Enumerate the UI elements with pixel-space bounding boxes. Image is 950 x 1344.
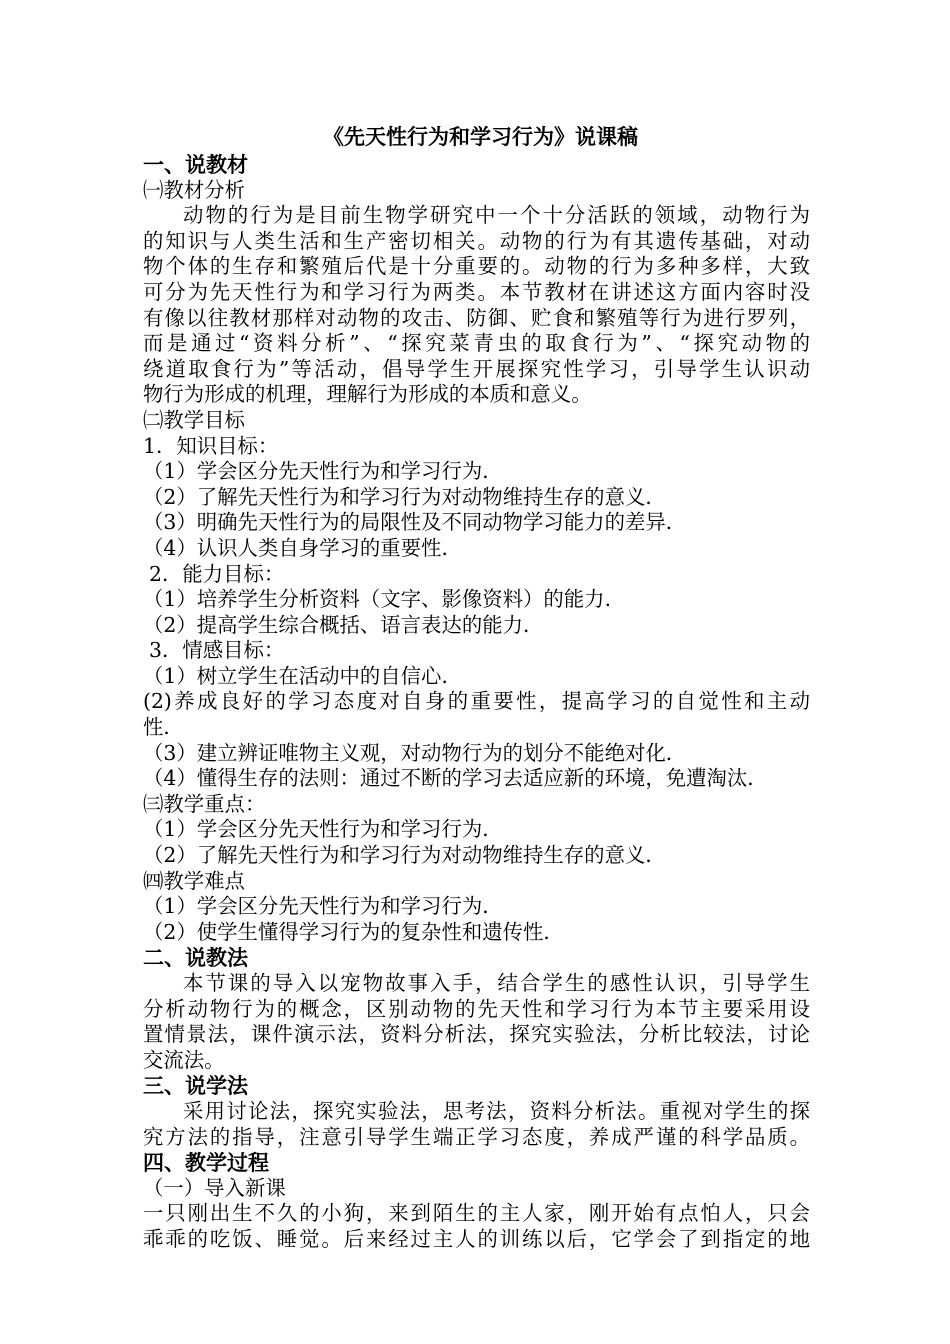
text-line: 物个体的生存和繁殖后代是十分重要的。动物的行为多种多样，大致 (143, 254, 810, 279)
text-line: （2）了解先天性行为和学习行为对动物维持生存的意义． (143, 843, 666, 868)
text-line: （1）学会区分先天性行为和学习行为． (143, 459, 503, 484)
text-line: ㈠教材分析 (143, 177, 245, 202)
section-heading: 二、说教法 (143, 945, 248, 971)
text-line: （一）导入新课 (143, 1175, 286, 1200)
text-line: 物行为形成的机理，理解行为形成的本质和意义。 (143, 382, 592, 407)
text-line: 一只刚出生不久的小狗，来到陌生的主人家，刚开始有点怕人，只会 (143, 1201, 810, 1226)
text-line: （2）提高学生综合概括、语言表达的能力． (143, 612, 544, 637)
text-line: 2．能力目标： (149, 561, 285, 586)
text-line: （1）学会区分先天性行为和学习行为． (143, 817, 503, 842)
text-line: 而是通过“资料分析”、“探究菜青虫的取食行为”、“探究动物的 (143, 331, 810, 356)
text-line: （4）认识人类自身学习的重要性． (143, 535, 462, 560)
text-line: 的知识与人类生活和生产密切相关。动物的行为有其遗传基础，对动 (143, 228, 810, 253)
text-line: 性． (143, 715, 184, 740)
text-line: ㈣教学难点 (143, 868, 245, 893)
text-line: 乖乖的吃饭、睡觉。后来经过主人的训练以后，它学会了到指定的地 (143, 1226, 810, 1251)
text-line: 分析动物行为的概念，区别动物的先天性和学习行为本节主要采用设 (143, 996, 810, 1021)
text-line: （1）学会区分先天性行为和学习行为． (143, 894, 503, 919)
text-line: 本节课的导入以宠物故事入手，结合学生的感性认识，引导学生 (183, 971, 810, 995)
text-line: 绕道取食行为”等活动，倡导学生开展探究性学习，引导学生认识动 (143, 356, 810, 381)
text-line: 可分为先天性行为和学习行为两类。本节教材在讲述这方面内容时没 (143, 279, 810, 304)
document-body (143, 152, 810, 1253)
text-line: （3）建立辨证唯物主义观，对动物行为的划分不能绝对化． (143, 740, 687, 765)
section-heading: 三、说学法 (143, 1073, 248, 1099)
text-line: (2)养成良好的学习态度对自身的重要性，提高学习的自觉性和主动 (143, 689, 810, 714)
text-line: 交流法。 (143, 1047, 225, 1072)
text-line: 置情景法，课件演示法，资料分析法，探究实验法，分析比较法，讨论 (143, 1022, 810, 1047)
text-line: 动物的行为是目前生物学研究中一个十分活跃的领域，动物行为 (183, 203, 810, 228)
text-line: ㈢教学重点： (143, 791, 266, 816)
text-line: 3．情感目标： (149, 638, 285, 663)
text-line: 1．知识目标： (143, 433, 279, 458)
section-heading: 四、教学过程 (143, 1150, 269, 1176)
text-line: ㈡教学目标 (143, 407, 245, 432)
text-line: （4）懂得生存的法则：通过不断的学习去适应新的环境，免遭淘汰． (143, 766, 768, 791)
text-line: 究方法的指导，注意引导学生端正学习态度，养成严谨的科学品质。 (143, 1124, 810, 1149)
text-line: （2）了解先天性行为和学习行为对动物维持生存的意义． (143, 484, 666, 509)
section-heading: 一、说教材 (143, 152, 248, 177)
text-line: （3）明确先天性行为的局限性及不同动物学习能力的差异． (143, 510, 687, 535)
text-line: （2）使学生懂得学习行为的复杂性和遗传性． (143, 919, 564, 944)
text-line: 有像以往教材那样对动物的攻击、防御、贮食和繁殖等行为进行罗列， (143, 305, 810, 330)
text-line: （1）培养学生分析资料（文字、影像资料）的能力． (143, 587, 625, 612)
text-line: 采用讨论法，探究实验法，思考法，资料分析法。重视对学生的探 (183, 1098, 810, 1123)
text-line: （1）树立学生在活动中的自信心． (143, 663, 462, 688)
document-title: 《先天性行为和学习行为》说课稿 (323, 124, 638, 149)
